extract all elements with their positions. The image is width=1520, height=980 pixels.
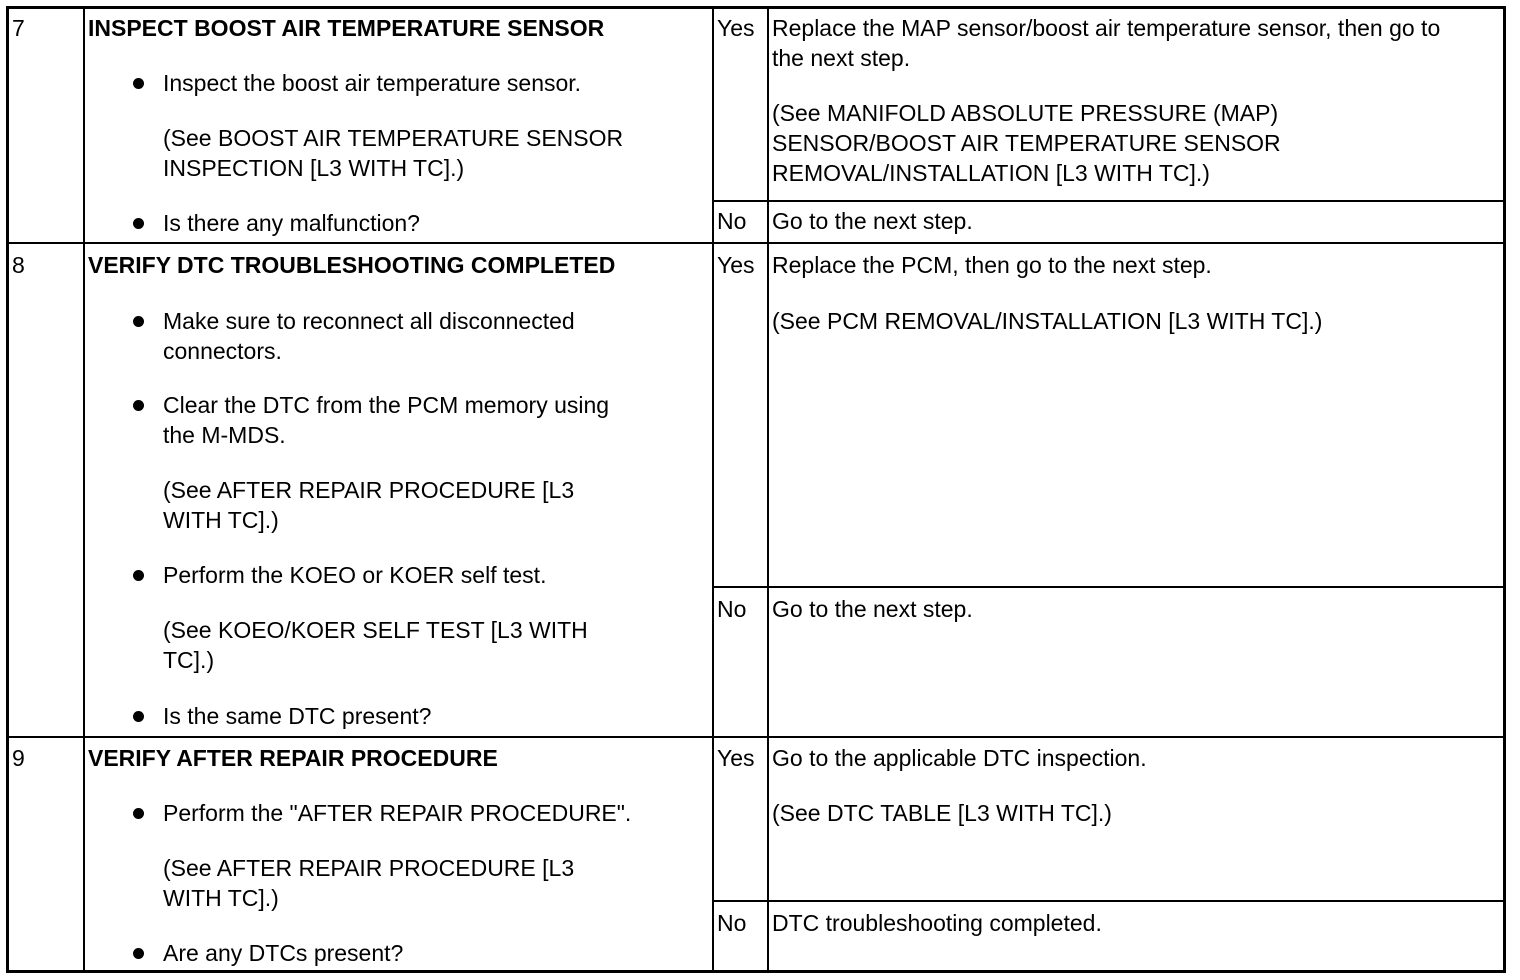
step-number: 7: [12, 15, 25, 41]
yes-action: the next step.: [772, 45, 911, 71]
step-title: VERIFY DTC TROUBLESHOOTING COMPLETED: [88, 252, 616, 278]
step-question: Is there any malfunction?: [163, 210, 420, 236]
step-question: Are any DTCs present?: [163, 940, 404, 966]
step-question: Is the same DTC present?: [163, 703, 432, 729]
yes-reference: (See PCM REMOVAL/INSTALLATION [L3 WITH TC].): [772, 308, 1323, 334]
step-reference: (See AFTER REPAIR PROCEDURE [L3: [163, 477, 575, 503]
row-divider-8-9: [9, 736, 1503, 738]
step-item: Clear the DTC from the PCM memory using: [163, 392, 610, 418]
step-title: VERIFY AFTER REPAIR PROCEDURE: [88, 745, 498, 771]
bullet-icon: [133, 78, 144, 89]
step-reference: WITH TC].): [163, 885, 279, 911]
step-number: 8: [12, 252, 25, 278]
step-reference: (See BOOST AIR TEMPERATURE SENSOR: [163, 125, 624, 151]
step-reference: TC].): [163, 647, 215, 673]
no-action: Go to the next step.: [772, 208, 973, 234]
step-item: Perform the KOEO or KOER self test.: [163, 562, 547, 588]
step-item: connectors.: [163, 338, 282, 364]
column-divider-result: [767, 9, 769, 970]
column-divider-step: [83, 9, 85, 970]
yes-reference: (See MANIFOLD ABSOLUTE PRESSURE (MAP): [772, 100, 1279, 126]
no-action: Go to the next step.: [772, 596, 973, 622]
bullet-icon: [133, 808, 144, 819]
yes-reference: SENSOR/BOOST AIR TEMPERATURE SENSOR: [772, 130, 1281, 156]
step-item: the M-MDS.: [163, 422, 286, 448]
step-item: Perform the "AFTER REPAIR PROCEDURE".: [163, 800, 632, 826]
yes-label: Yes: [717, 745, 755, 771]
step-item: Make sure to reconnect all disconnected: [163, 308, 575, 334]
column-divider-action: [712, 9, 714, 970]
step-reference: INSPECTION [L3 WITH TC].): [163, 155, 465, 181]
bullet-icon: [133, 570, 144, 581]
bullet-icon: [133, 948, 144, 959]
no-action: DTC troubleshooting completed.: [772, 910, 1102, 936]
yes-action: Replace the PCM, then go to the next step.: [772, 252, 1212, 278]
yes-reference: REMOVAL/INSTALLATION [L3 WITH TC].): [772, 160, 1210, 186]
bullet-icon: [133, 316, 144, 327]
row-divider-7-8: [9, 242, 1503, 244]
bullet-icon: [133, 400, 144, 411]
yes-action: Go to the applicable DTC inspection.: [772, 745, 1147, 771]
no-label: No: [717, 208, 747, 234]
bullet-icon: [133, 218, 144, 229]
bullet-icon: [133, 711, 144, 722]
row-divider-9-yes-no: [712, 900, 1503, 902]
yes-label: Yes: [717, 252, 755, 278]
step-title: INSPECT BOOST AIR TEMPERATURE SENSOR: [88, 15, 605, 41]
step-reference: (See KOEO/KOER SELF TEST [L3 WITH: [163, 617, 588, 643]
row-divider-7-yes-no: [712, 200, 1503, 202]
step-item: Inspect the boost air temperature sensor.: [163, 70, 582, 96]
step-number: 9: [12, 745, 25, 771]
step-reference: (See AFTER REPAIR PROCEDURE [L3: [163, 855, 575, 881]
yes-reference: (See DTC TABLE [L3 WITH TC].): [772, 800, 1112, 826]
yes-label: Yes: [717, 15, 755, 41]
no-label: No: [717, 596, 747, 622]
row-divider-8-yes-no: [712, 586, 1503, 588]
yes-action: Replace the MAP sensor/boost air temperature sensor, then go to: [772, 15, 1441, 41]
step-reference: WITH TC].): [163, 507, 279, 533]
no-label: No: [717, 910, 747, 936]
